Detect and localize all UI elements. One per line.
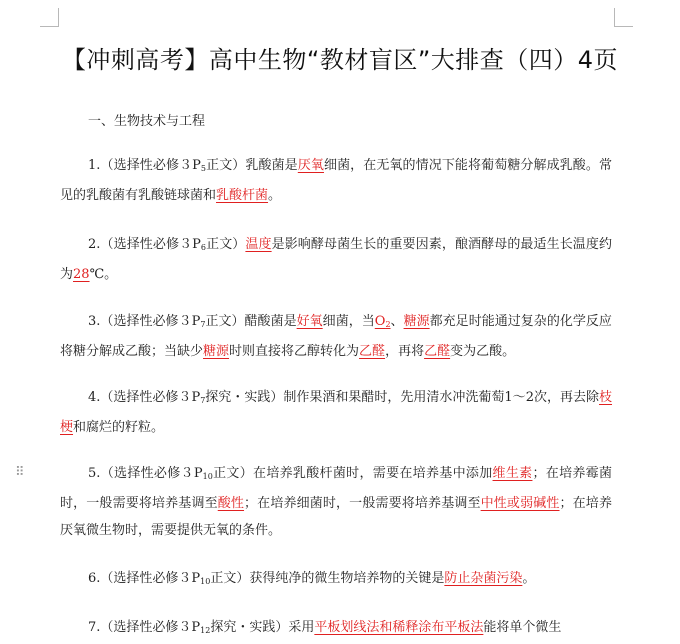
- item-text: 。: [268, 188, 282, 203]
- page-subscript: 10: [202, 472, 213, 481]
- answer-text: 枝梗: [60, 390, 613, 435]
- paragraph-item-4: [60, 384, 612, 441]
- section-heading: 一、生物技术与工程: [88, 114, 206, 129]
- item-text: 5.（选择性必修３P: [88, 466, 203, 481]
- item-text: 、: [390, 314, 404, 329]
- item-text: 4.（选择性必修３P: [88, 390, 201, 405]
- page-subscript: 5: [200, 164, 207, 173]
- paragraph-item-7: [60, 614, 612, 644]
- item-text: 3.（选择性必修３P: [88, 314, 201, 329]
- item-text: 6.（选择性必修３P: [88, 571, 201, 586]
- answer-text: 防止杂菌污染: [444, 571, 523, 586]
- item-text: 变为乙酸。: [450, 344, 516, 359]
- item-text: ；在培养细菌时，一般需要将培养基调至: [244, 496, 481, 511]
- item-text: ；在培养厌氧微生物时，需要提供无氧的条件。: [60, 496, 612, 538]
- item-text: 。: [522, 571, 536, 586]
- item-text: 探究・实践）采用: [210, 620, 315, 635]
- item-text: 探究・实践）制作果酒和果醋时，先用清水冲洗葡萄1～2次，再去除: [205, 390, 599, 405]
- answer-text: 乙醛: [359, 344, 386, 359]
- item-text: 时则直接将乙醇转化为: [229, 344, 360, 359]
- item-text: 都充足时能通过复杂的化学反应将糖分解成乙酸；当缺少: [60, 314, 612, 359]
- item-text: ；在培养霉菌时，一般需要将培养基调至: [60, 466, 612, 511]
- item-text: 是影响酵母菌生长的重要因素，酿酒酵母的最适生长温度约为: [60, 237, 612, 282]
- answer-text: [375, 314, 391, 329]
- answer-text: 28: [73, 267, 90, 282]
- answer-formula: O: [374, 314, 386, 329]
- page-subscript: 10: [200, 577, 211, 586]
- item-text: 7.（选择性必修３P: [88, 620, 201, 635]
- page-subscript: 7: [200, 396, 206, 405]
- item-text: ℃。: [89, 267, 118, 282]
- page-subscript: 12: [200, 626, 211, 635]
- formula-subscript: 2: [385, 320, 391, 329]
- paragraph-item-3: [60, 308, 612, 365]
- answer-text: 平板划线法和稀释涂布平板法: [314, 620, 484, 635]
- answer-text: 酸性: [217, 496, 245, 511]
- document-title: 【冲刺高考】高中生物“教材盲区”大排查（四）4页: [61, 46, 619, 74]
- page-subscript: 7: [200, 320, 206, 329]
- answer-text: 乳酸杆菌: [216, 188, 269, 203]
- answer-text: 糖源: [403, 314, 430, 329]
- item-text: ，再将: [385, 344, 425, 359]
- item-text: 和腐烂的籽粒。: [73, 420, 165, 435]
- item-text: 能将单个微生: [483, 620, 562, 635]
- answer-text: 维生素: [492, 466, 533, 481]
- answer-text: 温度: [245, 237, 272, 252]
- item-text: 正文）醋酸菌是: [205, 314, 297, 329]
- item-text: 正文）乳酸菌是: [206, 158, 298, 173]
- answer-text: 厌氧: [297, 158, 324, 173]
- item-text: 正文）在培养乳酸杆菌时，需要在培养基中添加: [212, 466, 493, 481]
- crop-mark-top-right: [614, 8, 633, 27]
- answer-text: 乙醛: [424, 344, 451, 359]
- item-text: 正文）: [206, 237, 246, 252]
- item-text: 细菌，在无氧的情况下能将葡萄糖分解成乳酸。常见的乳酸菌有乳酸链球菌和: [60, 158, 612, 203]
- answer-text: 中性或弱碱性: [480, 496, 560, 511]
- paragraph-item-6: [60, 565, 612, 595]
- item-text: 1.（选择性必修３P: [88, 158, 201, 173]
- crop-mark-top-left: [40, 8, 59, 27]
- paragraph-item-1: [60, 152, 612, 209]
- item-text: 细菌，当: [322, 314, 375, 329]
- item-text: 2.（选择性必修３P: [88, 237, 201, 252]
- drag-handle-icon[interactable]: ⠿: [15, 465, 25, 480]
- paragraph-item-2: [60, 231, 612, 288]
- page-subscript: 6: [200, 243, 207, 252]
- paragraph-item-5: [60, 460, 612, 544]
- answer-text: 好氧: [296, 314, 323, 329]
- answer-text: 糖源: [203, 344, 230, 359]
- item-text: 正文）获得纯净的微生物培养物的关键是: [210, 571, 445, 586]
